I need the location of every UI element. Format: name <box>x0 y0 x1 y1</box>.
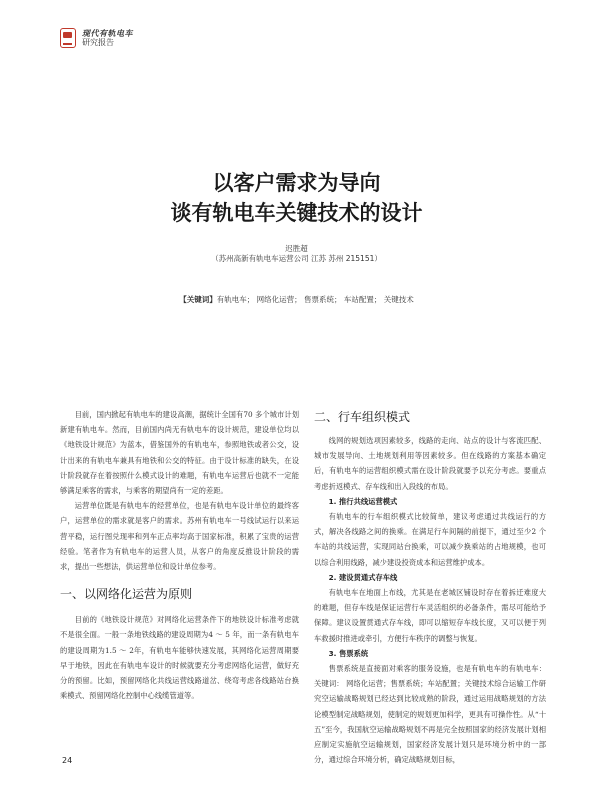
author-name: 迟胜超 <box>285 244 308 253</box>
paragraph: 有轨电车在地面上布线，尤其是在老城区铺设时存在着拆迁难度大的难题，但存车线是保证运营行车灵活组织的必备条件，需尽可能给予保障。建议设置贯通式存车线，即可以缩短存车线长度，又可以便于列车救援时推进或牵引，方便行车秩序的调整与恢复。 <box>314 588 546 643</box>
author-affiliation: （苏州高新有轨电车运营公司 江苏 苏州 215151） <box>211 254 382 263</box>
journal-header-text <box>82 29 133 48</box>
section-heading: 二、行车组织模式 <box>314 410 411 424</box>
tram-logo-icon <box>60 28 76 48</box>
paragraph: 线网的规划选项因素较多，线路的走向、站点的设计与客流匹配、城市发展导向、土地规划利用等因素较多。但在线路的方案基本确定后，有轨电车的运营组织模式需在设计阶段就要予以充分考虑。要重点考虑折返模式、存车线和出入段线的布局。 <box>314 436 546 491</box>
page-number: 24 <box>62 756 73 765</box>
subsection-heading: 3. 售票系统 <box>328 648 369 658</box>
article-title <box>0 168 593 228</box>
journal-header <box>60 28 133 48</box>
paragraph: 运营单位既是有轨电车的经营单位，也是有轨电车设计单位的最终客户，运营单位的需求就是客户的需求。苏州有轨电车一号线试运行以来运营平稳，运行图兑现率和列车正点率均高于国家标准，积累了宝贵的运营经验。笔者作为有轨电车的运营人员，从客户的角度反推设计阶段的需求，提出一些想法，供运营单位和设计单位参考。 <box>60 501 299 572</box>
keywords-line <box>0 294 593 305</box>
paragraph: 有轨电车的行车组织模式比较简单，建议考虑通过共线运行的方式，解决各线路之间的换乘。在满足行车间隔的前提下，通过至少2 个车站的共线运营，实现同站台换乘，可以减少换乘站的占地规模，也可以综合利用线路，减少建设投资成本和运营维护成本。 <box>314 512 546 567</box>
paragraph: 售票系统是直接面对乘客的服务设施，也是有轨电车的有轨电车：关键词： 网络化运营；售票系统；车站配置；关键技术综合运输工作研究空运输战略规划已经达到比较成熟的阶段，通过运用战略规划的方法论模型制定战略规划，使制定的规划更加科学，更具有可操作性。从“十五”至今，我国航空运输战略规划不再是完全按照国家的经济发展计划相应制定实施航空运输规划，国家经济发展计划只是环境分析中的一部分，通过综合环境分析，确定战略规划目标， <box>314 664 546 765</box>
right-column <box>314 407 546 767</box>
subsection-heading: 1. 推行共线运营模式 <box>328 496 398 506</box>
keywords-text: 有轨电车； 网络化运营； 售票系统； 车站配置； 关键技术 <box>216 295 414 304</box>
paragraph: 目前，国内掀起有轨电车的建设高潮，据统计全国有70 多个城市计划新建有轨电车。然而，目前国内尚无有轨电车的设计规范，建设单位均以《地铁设计规范》为蓝本，借鉴国外的有轨电车，参照地铁或者公交，设计出来的有轨电车兼具有地铁和公交的特征。由于设计标准的缺失，在设计阶段就存在着按照什么模式设计的难题，有轨电车运营后也就不一定能够满足乘客的需求，与乘客的期望尚有一定的差距。 <box>60 410 299 496</box>
journal-brand: 现代有轨电车 <box>82 27 133 38</box>
section-tag: 研究报告 <box>82 37 114 47</box>
keywords-label: 【关键词】 <box>179 295 217 304</box>
article-title-line-1: 以客户需求为导向 <box>212 171 381 195</box>
left-column <box>60 407 299 703</box>
section-heading: 一、以网络化运营为原则 <box>60 587 193 602</box>
paragraph: 目前的《地铁设计规范》对网络化运营条件下的地铁设计标准考虑就不是很全面。一般一条地铁线路的建设周期为4 ～ 5 年，而一条有轨电车的建设周期为1.5 ～ 2年，有轨电车能够快速发展，其网络化运营周期要早于地铁，因此在有轨电车设计的时候就要充分考虑网络化运营，做好充分的预留。比如，预留网络化共线运营线路道岔、绕弯考虑各线路站台换乘模式、预留网络化控制中心线缆管道等。 <box>60 615 299 701</box>
subsection-heading: 2. 建设贯通式存车线 <box>328 572 398 582</box>
article-title-line-2: 谈有轨电车关键技术的设计 <box>170 201 423 225</box>
